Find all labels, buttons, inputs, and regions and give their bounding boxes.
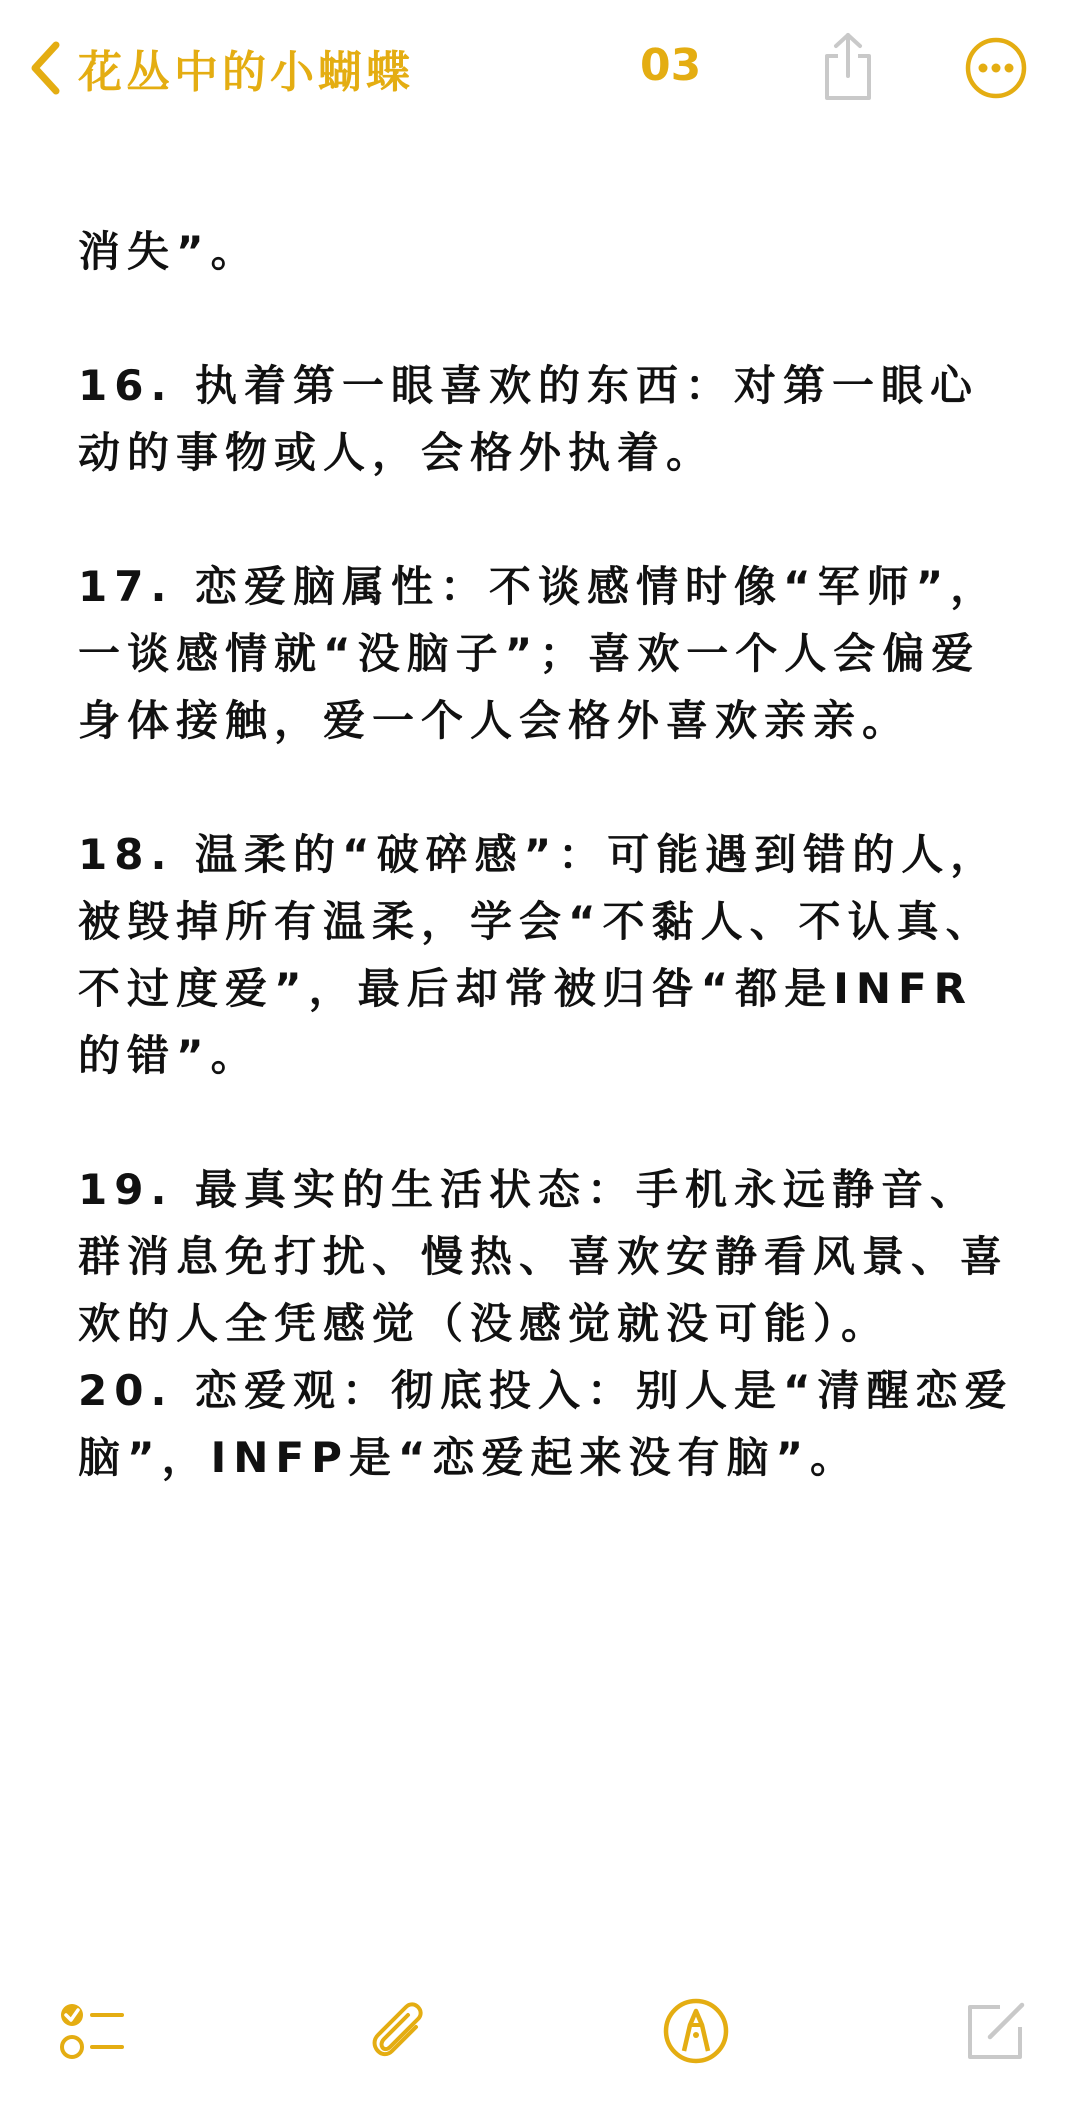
compose-button[interactable] xyxy=(960,1995,1032,2067)
markup-button[interactable] xyxy=(660,1995,732,2067)
navigation-bar xyxy=(0,0,1080,150)
paragraph-spacer xyxy=(78,486,1018,553)
checklist-icon xyxy=(56,1995,128,2067)
back-button[interactable] xyxy=(28,28,414,108)
note-content[interactable] xyxy=(78,218,1018,1491)
compose-icon xyxy=(960,1995,1032,2067)
share-icon xyxy=(818,87,878,106)
note-paragraph: 20. 恋爱观：彻底投入：别人是“清醒恋爱脑”，INFP是“恋爱起来没有脑”。 xyxy=(78,1366,1014,1482)
back-label: 花丛中的小蝴蝶 xyxy=(78,47,414,98)
pen-tip-circle-icon xyxy=(660,1995,732,2067)
paperclip-icon xyxy=(362,1995,434,2067)
note-paragraph: 16. 执着第一眼喜欢的东西：对第一眼心动的事物或人，会格外执着。 xyxy=(78,361,980,477)
paragraph-spacer xyxy=(78,754,1018,821)
note-paragraph: 19. 最真实的生活状态：手机永远静音、群消息免打扰、慢热、喜欢安静看风景、喜欢的人全凭感觉（没感觉就没可能）。 xyxy=(78,1165,1010,1348)
paragraph-spacer xyxy=(78,1089,1018,1156)
chevron-left-icon xyxy=(28,39,62,97)
share-button[interactable] xyxy=(818,30,878,102)
page-number: 03 xyxy=(640,40,702,91)
checklist-button[interactable] xyxy=(56,1995,128,2067)
attachment-button[interactable] xyxy=(362,1995,434,2067)
paragraph-spacer xyxy=(78,285,1018,352)
note-paragraph: 18. 温柔的“破碎感”：可能遇到错的人，被毁掉所有温柔，学会“不黏人、不认真、不过度爱”，最后却常被归咎“都是INFR的错”。 xyxy=(78,830,1000,1080)
ellipsis-circle-icon xyxy=(964,85,1028,104)
more-button[interactable] xyxy=(964,36,1028,100)
bottom-toolbar xyxy=(0,1990,1080,2080)
note-paragraph: 17. 恋爱脑属性：不谈感情时像“军师”，一谈感情就“没脑子”；喜欢一个人会偏爱身体接触，爱一个人会格外喜欢亲亲。 xyxy=(78,562,1000,745)
note-paragraph: 消失”。 xyxy=(78,227,260,276)
